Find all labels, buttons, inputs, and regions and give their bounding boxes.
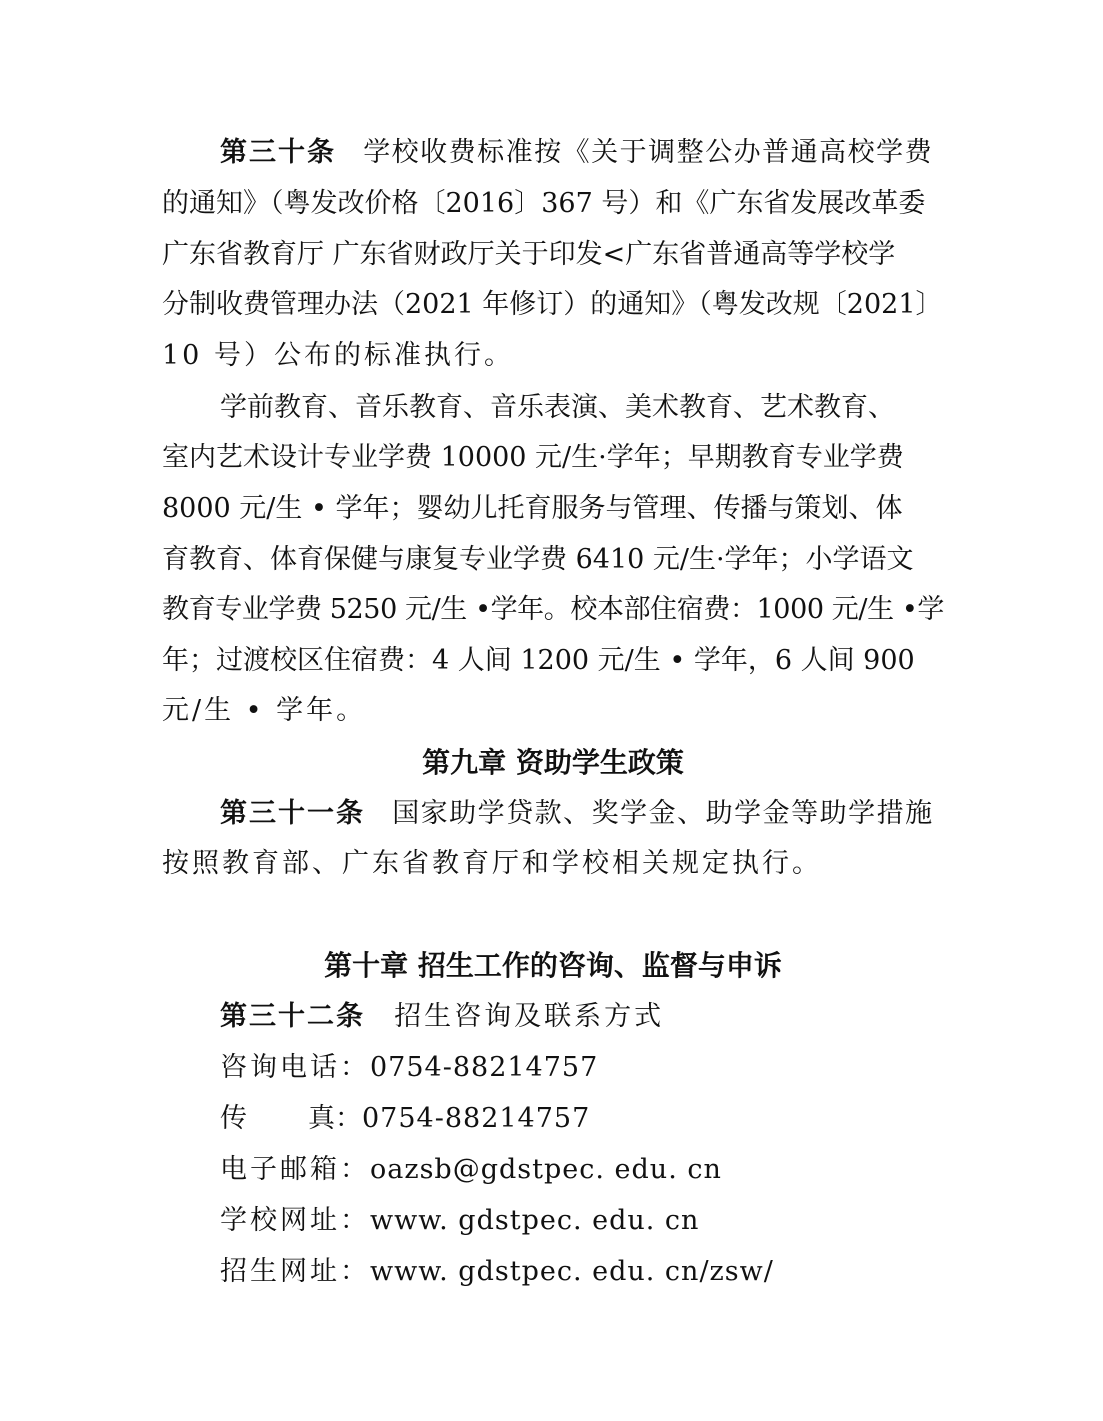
fees-line-3: 8000 元/生 • 学年；婴幼儿托育服务与管理、传播与策划、体 bbox=[162, 493, 903, 524]
article-31-text-1: 国家助学贷款、奖学金、助学金等助学措施 bbox=[392, 798, 934, 829]
article-30-line-3: 广东省教育厅 广东省财政厅关于印发<广东省普通高等学校学 bbox=[162, 239, 896, 270]
contact-fax-label-a: 传 bbox=[220, 1103, 247, 1134]
contact-fax-label-b: 真： bbox=[308, 1103, 362, 1134]
contact-school-site bbox=[220, 1196, 699, 1246]
fees-line-4: 育教育、体育保健与康复专业学费 6410 元/生·学年；小学语文 bbox=[162, 544, 914, 575]
fees-line-5: 教育专业学费 5250 元/生 •学年。校本部住宿费：1000 元/生 •学 bbox=[162, 594, 944, 625]
fees-line-1: 学前教育、音乐教育、音乐表演、美术教育、艺术教育、 bbox=[220, 392, 895, 423]
contact-email-label: 电子邮箱： bbox=[220, 1154, 370, 1185]
article-31-title: 第三十一条 bbox=[220, 798, 365, 829]
contact-admissions-site bbox=[220, 1247, 774, 1297]
article-31-line-2: 按照教育部、广东省教育厅和学校相关规定执行。 bbox=[162, 848, 822, 879]
chapter-9-heading: 第九章 资助学生政策 bbox=[422, 746, 684, 779]
article-30-text-1: 学校收费标准按《关于调整公办普通高校学费 bbox=[363, 137, 934, 168]
article-30-line-1 bbox=[220, 128, 944, 178]
contact-fax-label bbox=[220, 1094, 362, 1144]
contact-email bbox=[220, 1145, 722, 1195]
article-30-line-5: 10 号）公布的标准执行。 bbox=[162, 340, 514, 371]
article-30-line-4: 分制收费管理办法（2021 年修订）的通知》（粤发改规〔2021〕 bbox=[162, 289, 943, 320]
fees-line-7: 元/生 • 学年。 bbox=[162, 695, 367, 726]
contact-admissions-site-value[interactable]: www. gdstpec. edu. cn/zsw/ bbox=[370, 1256, 774, 1287]
article-32-text: 招生咨询及联系方式 bbox=[394, 1001, 665, 1032]
article-32-title: 第三十二条 bbox=[220, 1001, 365, 1032]
article-31-line-1 bbox=[220, 789, 944, 839]
chapter-10-heading: 第十章 招生工作的咨询、监督与申诉 bbox=[324, 949, 782, 982]
article-32-line bbox=[220, 992, 664, 1042]
contact-email-value[interactable]: oazsb@gdstpec. edu. cn bbox=[370, 1154, 722, 1185]
contact-fax bbox=[220, 1094, 590, 1144]
article-30-title: 第三十条 bbox=[220, 137, 336, 168]
contact-phone-label: 咨询电话： bbox=[220, 1052, 370, 1083]
contact-phone bbox=[220, 1043, 598, 1093]
article-30-line-2: 的通知》（粤发改价格〔2016〕367 号）和《广东省发展改革委 bbox=[162, 188, 926, 219]
contact-school-site-label: 学校网址： bbox=[220, 1205, 370, 1236]
contact-fax-value: 0754-88214757 bbox=[362, 1103, 591, 1134]
contact-phone-value: 0754-88214757 bbox=[370, 1052, 599, 1083]
fees-line-2: 室内艺术设计专业学费 10000 元/生·学年；早期教育专业学费 bbox=[162, 442, 904, 473]
contact-admissions-site-label: 招生网址： bbox=[220, 1256, 370, 1287]
contact-school-site-value[interactable]: www. gdstpec. edu. cn bbox=[370, 1205, 700, 1236]
fees-line-6: 年；过渡校区住宿费：4 人间 1200 元/生 • 学年，6 人间 900 bbox=[162, 645, 915, 676]
